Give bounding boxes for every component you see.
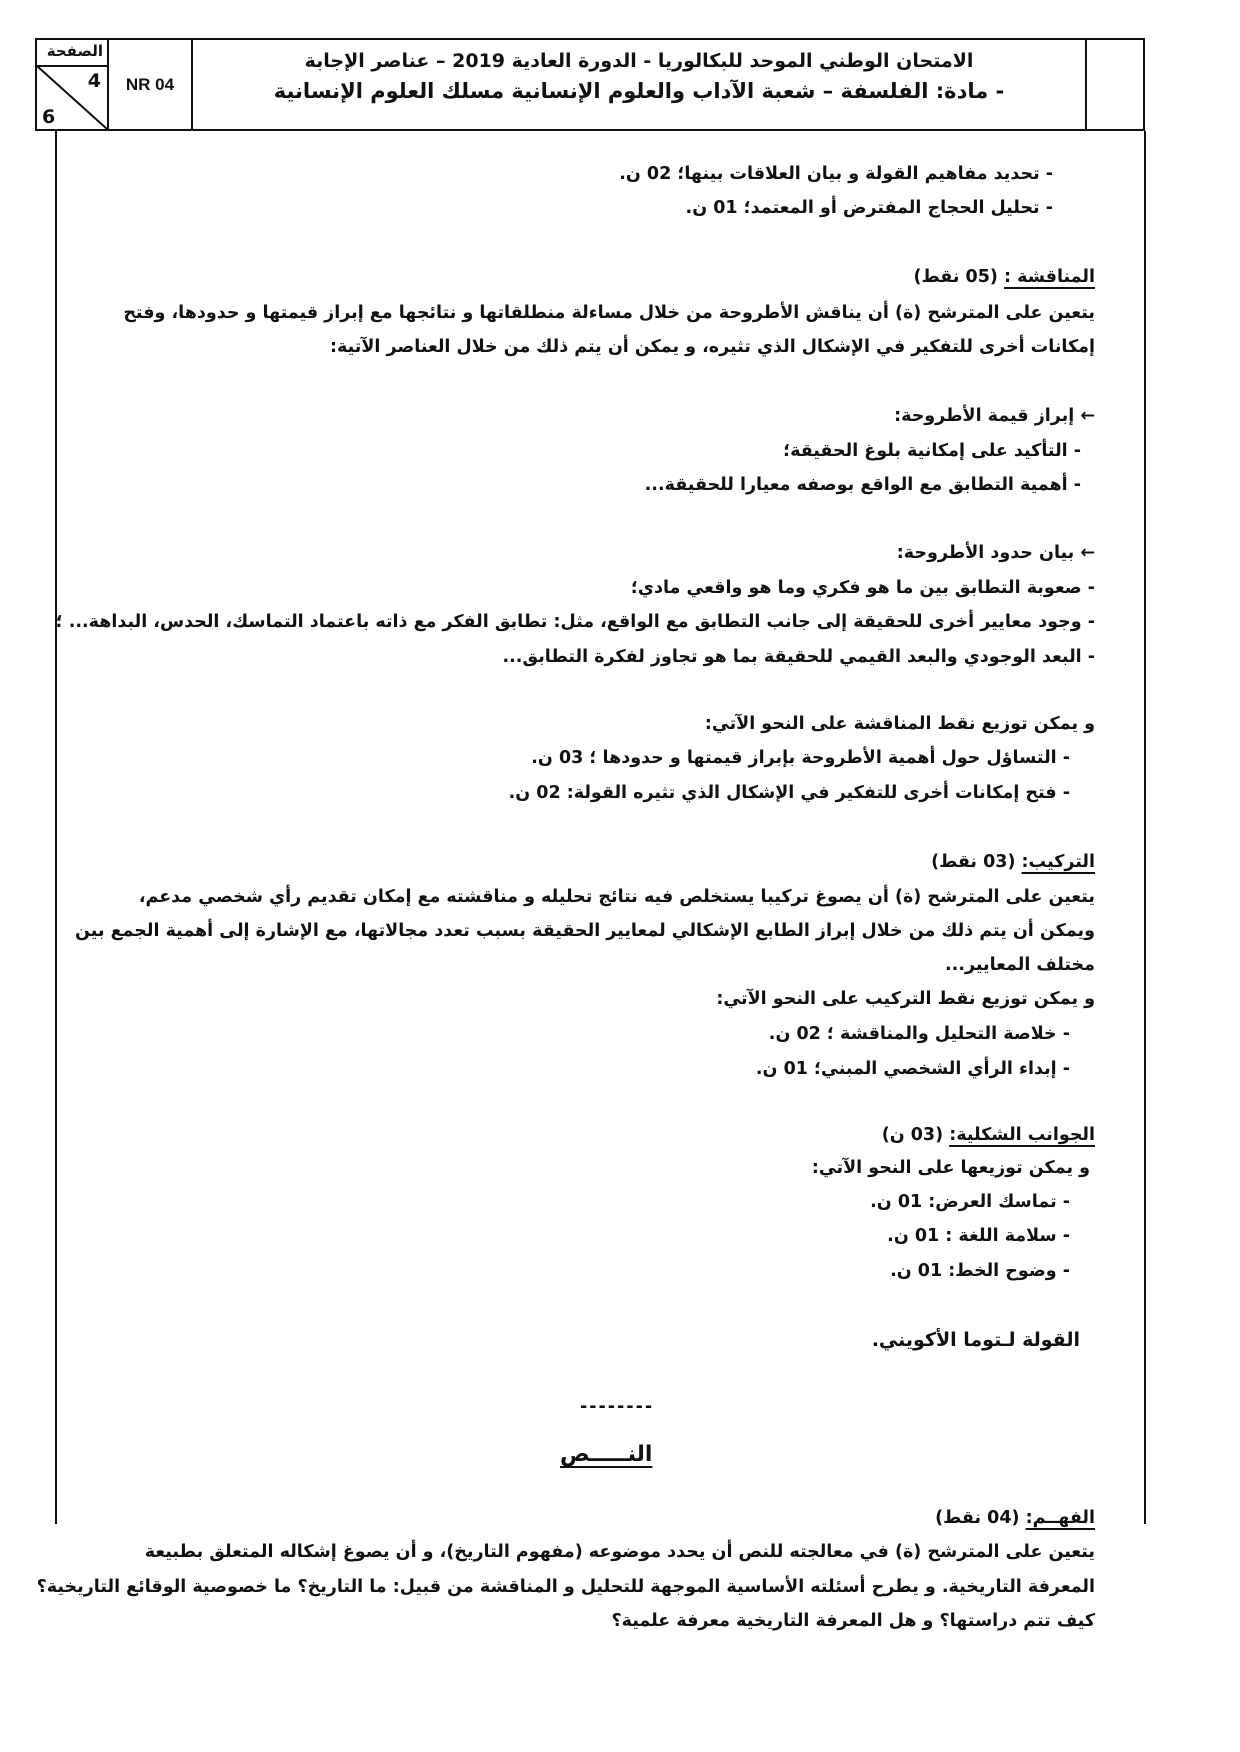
- exam-code: NR 04: [109, 40, 193, 129]
- value-item-2: - أهمية التطابق مع الواقع بوصفه معيارا للحقيقة...: [644, 475, 1081, 495]
- synthesis-para-line2: ويمكن أن يتم ذلك من خلال إبراز الطابع الإشكالي لمعايير الحقيقة بسبب تعدد مجالاتها، مع الإشارة إلى أهمية الجمع بين: [75, 921, 1095, 941]
- section-separator: --------: [580, 1397, 655, 1417]
- comprehension-heading-row: [935, 1506, 1095, 1530]
- page-current: 4: [87, 70, 101, 92]
- comprehension-para-line2: المعرفة التاريخية. و يطرح أسئلته الأساسية الموجهة للتحليل و المناقشة من قبيل: ما التاريخ؟ ما خصوصية الوقائع التاريخية؟: [36, 1577, 1095, 1597]
- synthesis-dist-item-2: - إبداء الرأي الشخصي المبني؛ 01 ن.: [755, 1059, 1070, 1079]
- value-heading: ← إبراز قيمة الأطروحة:: [894, 406, 1095, 426]
- discussion-points: (05 نقط): [913, 267, 998, 287]
- synthesis-heading-row: [931, 850, 1095, 874]
- page-total: 6: [42, 106, 56, 128]
- synthesis-dist-intro: و يمكن توزيع نقط التركيب على النحو الآتي:: [716, 989, 1095, 1009]
- limits-item-3: - البعد الوجودي والبعد القيمي للحقيقة بما هو تجاوز لفكرة التطابق...: [502, 647, 1095, 667]
- synthesis-points: (03 نقط): [931, 852, 1016, 872]
- discussion-para-line1: يتعين على المترشح (ة) أن يناقش الأطروحة من خلال مساءلة منطلقاتها و نتائجها مع إبراز قيمتها و حدودها، وفتح: [123, 303, 1095, 323]
- quote-attribution: القولة لـتوما الأكويني.: [871, 1329, 1080, 1351]
- exam-title-line2: - مادة: الفلسفة – شعبة الآداب والعلوم الإنسانية مسلك العلوم الإنسانية: [273, 79, 1005, 103]
- page-frame-right: [1144, 131, 1146, 1524]
- comprehension-heading: الفهــم:: [1025, 1508, 1095, 1528]
- discussion-dist-item-1: - التساؤل حول أهمية الأطروحة بإبراز قيمتها و حدودها ؛ 03 ن.: [531, 748, 1070, 768]
- synthesis-heading: التركيب:: [1021, 852, 1095, 872]
- exam-title-line1: الامتحان الوطني الموحد للبكالوريا - الدورة العادية 2019 – عناصر الإجابة: [304, 50, 974, 72]
- blank-box: [1087, 40, 1143, 129]
- exam-title: [193, 40, 1087, 129]
- page-label: الصفحة: [46, 42, 103, 60]
- formal-item-3: - وضوح الخط: 01 ن.: [890, 1261, 1070, 1281]
- synthesis-dist-item-1: - خلاصة التحليل والمناقشة ؛ 02 ن.: [768, 1024, 1070, 1044]
- exam-header: [35, 38, 1145, 131]
- formal-heading-row: [882, 1123, 1095, 1147]
- synthesis-para-line1: يتعين على المترشح (ة) أن يصوغ تركيبا يستخلص فيه نتائج تحليله و مناقشته مع إمكان تقديم رأي شخصي مدعم،: [138, 887, 1095, 907]
- comprehension-para-line3: كيف تتم دراستها؟ و هل المعرفة التاريخية معرفة علمية؟: [611, 1611, 1095, 1631]
- discussion-dist-intro: و يمكن توزيع نقط المناقشة على النحو الآتي:: [704, 714, 1095, 734]
- value-item-1: - التأكيد على إمكانية بلوغ الحقيقة؛: [783, 441, 1081, 461]
- formal-heading: الجوانب الشكلية:: [949, 1125, 1095, 1145]
- limits-item-1: - صعوبة التطابق بين ما هو فكري وما هو واقعي مادي؛: [630, 578, 1095, 598]
- comprehension-para-line1: يتعين على المترشح (ة) في معالجته للنص أن يحدد موضوعه (مفهوم التاريخ)، و أن يصوغ إشكاله المتعلق بطبيعة: [144, 1542, 1095, 1562]
- limits-item-2: - وجود معايير أخرى للحقيقة إلى جانب التطابق مع الواقع، مثل: تطابق الفكر مع ذاته باعتماد التماسك، الحدس، البداهة... ؛: [55, 612, 1095, 632]
- page-number-box: [37, 40, 109, 129]
- formal-dist-intro: و يمكن توزيعها على النحو الآتي:: [811, 1158, 1090, 1178]
- limits-heading: ← بيان حدود الأطروحة:: [896, 543, 1095, 563]
- text-section-title: النـــــص: [560, 1442, 653, 1467]
- page-frame-left: [55, 131, 57, 1524]
- discussion-heading-row: [914, 265, 1095, 289]
- analysis-item-1: - تحديد مفاهيم القولة و بيان العلاقات بينها؛ 02 ن.: [619, 164, 1053, 184]
- comprehension-points: (04 نقط): [935, 1508, 1020, 1528]
- formal-points: (03 ن): [881, 1125, 944, 1145]
- synthesis-para-line3: مختلف المعايير...: [945, 955, 1095, 975]
- formal-item-2: - سلامة اللغة : 01 ن.: [887, 1226, 1070, 1246]
- discussion-dist-item-2: - فتح إمكانات أخرى للتفكير في الإشكال الذي تثيره القولة: 02 ن.: [508, 783, 1070, 803]
- analysis-item-2: - تحليل الحجاج المفترض أو المعتمد؛ 01 ن.: [685, 198, 1053, 218]
- formal-item-1: - تماسك العرض: 01 ن.: [870, 1192, 1070, 1212]
- discussion-para-line2: إمكانات أخرى للتفكير في الإشكال الذي تثيره، و يمكن أن يتم ذلك من خلال العناصر الآتية:: [330, 337, 1095, 357]
- discussion-heading: المناقشة :: [1004, 267, 1095, 287]
